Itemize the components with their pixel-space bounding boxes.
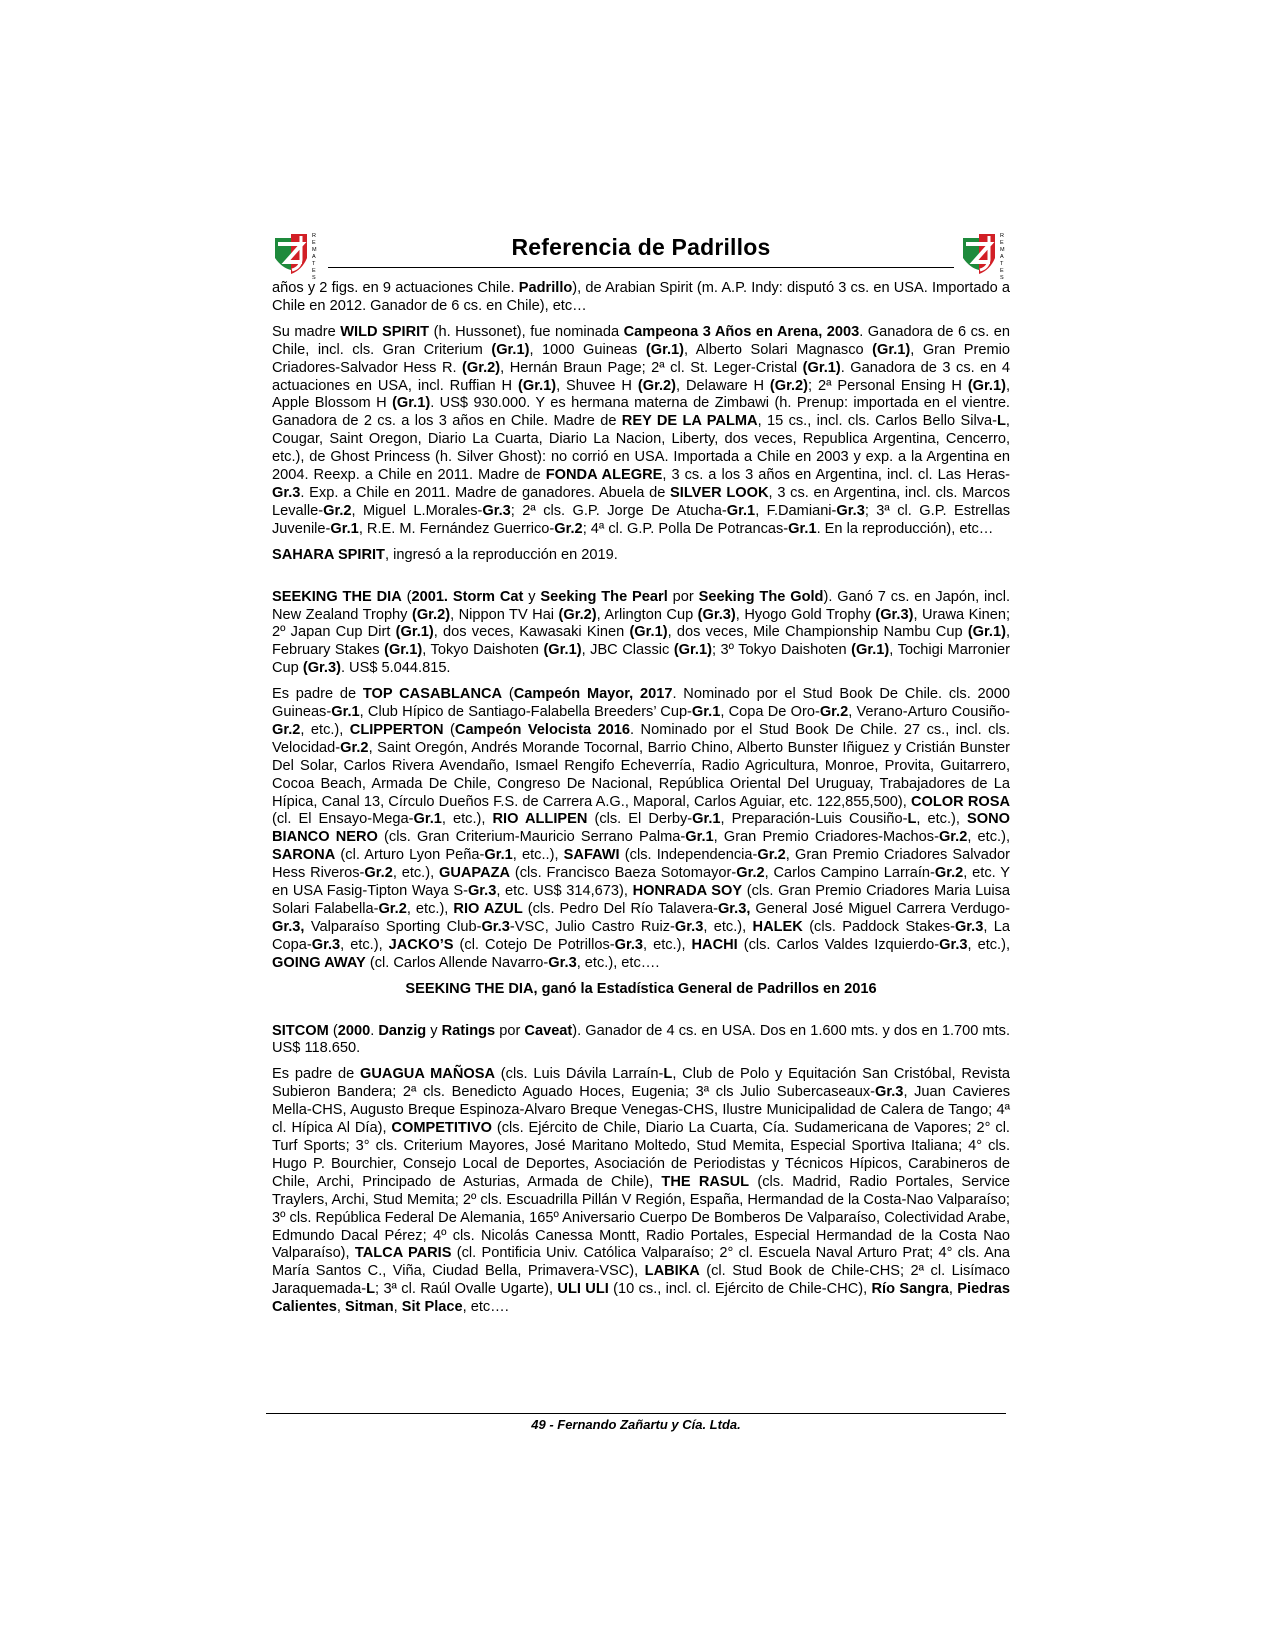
paragraph-seeking-the-dia-offspring: Es padre de TOP CASABLANCA (Campeón Mayor, 2017. Nominado por el Stud Book De Chile. cls. 2000 Guineas-Gr.1, Club Hípico de Santiago-Falabella Breeders’ Cup-Gr.1, Copa De Oro-Gr.2, Verano-Arturo Cousiño-Gr.2, etc.), CLIPPERTON (Campeón Velocista 2016. Nominado por el Stud Book De Chile. 27 cs., incl. cls. Velocidad-Gr.2, Saint Oregón, Andrés Morande Tocornal, Barrio Chino, Alberto Bunster Iñiguez y Cristián Bunster Del Solar, Carlos Rivera Avendaño, Ismael Rengifo Echeverría, Radio Agricultura, Monroe, Provita, Guitarrero, Cocoa Beach, Armada De Chile, Congreso De Nacional, República Oriental Del Uruguay, Trabajadores de La Hípica, Canal 13, Círculo Dueños F.S. de Carrera A.G., Maporal, Carlos Aguiar, etc. 122,855,500), COLOR ROSA (cl. El Ensayo-Mega-Gr.1, etc.), RIO ALLIPEN (cls. El Derby-Gr.1, Preparación-Luis Cousiño-L, etc.), SONO BIANCO NERO (cls. Gran Criterium-Mauricio Serrano Palma-Gr.1, Gran Premio Criadores-Machos-Gr.2, etc.), SARONA (cl. Arturo Lyon Peña-Gr.1, etc..), SAFAWI (cls. Independencia-Gr.2, Gran Premio Criadores Salvador Hess Riveros-Gr.2, etc.), GUAPAZA (cls. Francisco Baeza Sotomayor-Gr.2, Carlos Campino Larraín-Gr.2, etc. Y en USA Fasig-Tipton Waya S-Gr.3, etc. US$ 314,673), HONRADA SOY (cls. Gran Premio Criadores Maria Luisa Solari Falabella-Gr.2, etc.), RIO AZUL (cls. Pedro Del Río Talavera-Gr.3, General José Miguel Carrera Verdugo-Gr.3, Valparaíso Sporting Club-Gr.3-VSC, Julio Castro Ruiz-Gr.3, etc.), HALEK (cls. Paddock Stakes-Gr.3, La Copa-Gr.3, etc.), JACKO’S (cl. Cotejo De Potrillos-Gr.3, etc.), HACHI (cls. Carlos Valdes Izquierdo-Gr.3, etc.), GOING AWAY (cl. Carlos Allende Navarro-Gr.3, etc.), etc…. <box>272 686 1011 971</box>
page-title: Referencia de Padrillos <box>511 234 771 260</box>
document-body <box>272 280 1010 1325</box>
paragraph-sitcom: SITCOM (2000. Danzig y Ratings por Caveat). Ganador de 4 cs. en USA. Dos en 1.600 mts. y dos en 1.700 mts. US$ 118.650. <box>272 1022 1010 1057</box>
statistics-note: SEEKING THE DIA, ganó la Estadística General de Padrillos en 2016 <box>405 980 877 997</box>
paragraph-wild-spirit: Su madre WILD SPIRIT (h. Hussonet), fue nominada Campeona 3 Años en Arena, 2003. Ganadora de 6 cs. en Chile, incl. cls. Gran Criterium (Gr.1), 1000 Guineas (Gr.1), Alberto Solari Magnasco (Gr.1), Gran Premio Criadores-Salvador Hess R. (Gr.2), Hernán Braun Page; 2ª cl. St. Leger-Cristal (Gr.1). Ganadora de 3 cs. en 4 actuaciones en USA, incl. Ruffian H (Gr.1), Shuvee H (Gr.2), Delaware H (Gr.2); 2ª Personal Ensing H (Gr.1), Apple Blossom H (Gr.1). US$ 930.000. Y es hermana materna de Zimbawi (h. Prenup: importada en el vientre. Ganadora de 2 cs. a los 3 años en Chile. Madre de REY DE LA PALMA, 15 cs., incl. cls. Carlos Bello Silva-L, Cougar, Saint Oregon, Diario La Cuarta, Diario La Nacion, Liberty, dos veces, Republica Argentina, Cencerro, etc.), de Ghost Princess (h. Silver Ghost): no corrió en USA. Importada a Chile en 2003 y exp. a la Argentina en 2004. Reexp. a Chile en 2011. Madre de FONDA ALEGRE, 3 cs. a los 3 años en Argentina, incl. cl. Las Heras-Gr.3. Exp. a Chile en 2011. Madre de ganadores. Abuela de SILVER LOOK, 3 cs. en Argentina, incl. cls. Marcos Levalle-Gr.2, Miguel L.Morales-Gr.3; 2ª cls. G.P. Jorge De Atucha-Gr.1, F.Damiani-Gr.3; 3ª cl. G.P. Estrellas Juvenile-Gr.1, R.E. M. Fernández Guerrico-Gr.2; 4ª cl. G.P. Polla De Potrancas-Gr.1. En la reproducción), etc… <box>272 323 1011 537</box>
zj-remates-logo <box>272 230 322 282</box>
svg-text:E: E <box>312 240 316 246</box>
svg-text:T: T <box>312 261 316 267</box>
footer-rule <box>266 1413 1006 1414</box>
svg-text:E: E <box>1000 240 1004 246</box>
page-footer: 49 - Fernando Zañartu y Cía. Ltda. <box>531 1417 741 1432</box>
svg-text:A: A <box>1000 254 1004 260</box>
svg-text:M: M <box>312 247 317 253</box>
svg-text:E: E <box>1000 268 1004 274</box>
paragraph-sitcom-offspring: Es padre de GUAGUA MAÑOSA (cls. Luis Dávila Larraín-L, Club de Polo y Equitación San Cristóbal, Revista Subieron Bandera; 2ª cls. Benedicto Aguado Hoces, Eugenia; 3ª cls Julio Subercaseaux-Gr.3, Juan Cavieres Mella-CHS, Augusto Breque Espinoza-Alvaro Breque Venegas-CHS, Ilustre Municipalidad de Calera de Tango; 4ª cl. Hípica Al Día), COMPETITIVO (cls. Ejército de Chile, Diario La Cuarta, Cía. Sudamericana de Vapores; 2° cl. Turf Sports; 3° cls. Criterium Mayores, José Maritano Moltedo, Stud Memita, Especial Sportiva Italiana; 4° cls. Hugo P. Bourchier, Consejo Local de Deportes, Asociación de Periodistas y Técnicos Hípicos, Carabineros de Chile, Archi, Principado de Asturias, Armada de Chile), THE RASUL (cls. Madrid, Radio Portales, Service Traylers, Archi, Stud Memita; 2º cls. Escuadrilla Pillán V Región, España, Hermandad de la Costa-Nao Valparaíso; 3º cls. República Federal De Alemania, 165º Aniversario Cuerpo De Bomberos De Valparaíso, Colectividad Arabe, Edmundo Dacal Pérez; 4º cls. Nicolás Canessa Montt, Radio Portales, Especial Hermandad de la Costa Nao Valparaíso), TALCA PARIS (cl. Pontificia Univ. Católica Valparaíso; 2° cl. Escuela Naval Arturo Prat; 4° cls. Ana María Santos C., Viña, Ciudad Bella, Primavera-VSC), LABIKA (cl. Stud Book de Chile-CHS; 2ª cl. Lisímaco Jaraquemada-L; 3ª cl. Raúl Ovalle Ugarte), ULI ULI (10 cs., incl. cl. Ejército de Chile-CHC), Río Sangra, Piedras Calientes, Sitman, Sit Place, etc…. <box>272 1066 1011 1316</box>
title-underline <box>328 267 954 268</box>
svg-text:S: S <box>312 275 316 281</box>
svg-text:T: T <box>1000 261 1004 267</box>
zj-remates-logo <box>960 230 1010 282</box>
svg-text:S: S <box>1000 275 1004 281</box>
svg-text:A: A <box>312 254 316 260</box>
paragraph-sahara-spirit: SAHARA SPIRIT, ingresó a la reproducción en 2019. <box>272 546 618 563</box>
paragraph-seeking-the-dia: SEEKING THE DIA (2001. Storm Cat y Seeking The Pearl por Seeking The Gold). Ganó 7 cs. en Japón, incl. New Zealand Trophy (Gr.2), Nippon TV Hai (Gr.2), Arlington Cup (Gr.3), Hyogo Gold Trophy (Gr.3), Urawa Kinen; 2º Japan Cup Dirt (Gr.1), dos veces, Kawasaki Kinen (Gr.1), dos veces, Mile Championship Nambu Cup (Gr.1), February Stakes (Gr.1), Tokyo Daishoten (Gr.1), JBC Classic (Gr.1); 3º Tokyo Daishoten (Gr.1), Tochigi Marronier Cup (Gr.3). US$ 5.044.815. <box>272 588 1011 677</box>
svg-text:R: R <box>312 233 316 239</box>
svg-text:M: M <box>1000 247 1005 253</box>
svg-text:E: E <box>312 268 316 274</box>
paragraph-wild-spirit-intro-cont: años y 2 figs. en 9 actuaciones Chile. Padrillo), de Arabian Spirit (m. A.P. Indy: disputó 3 cs. en USA. Importado a Chile en 2012. Ganador de 6 cs. en Chile), etc… <box>272 280 1010 314</box>
svg-text:R: R <box>1000 233 1004 239</box>
page-header <box>272 230 1010 282</box>
